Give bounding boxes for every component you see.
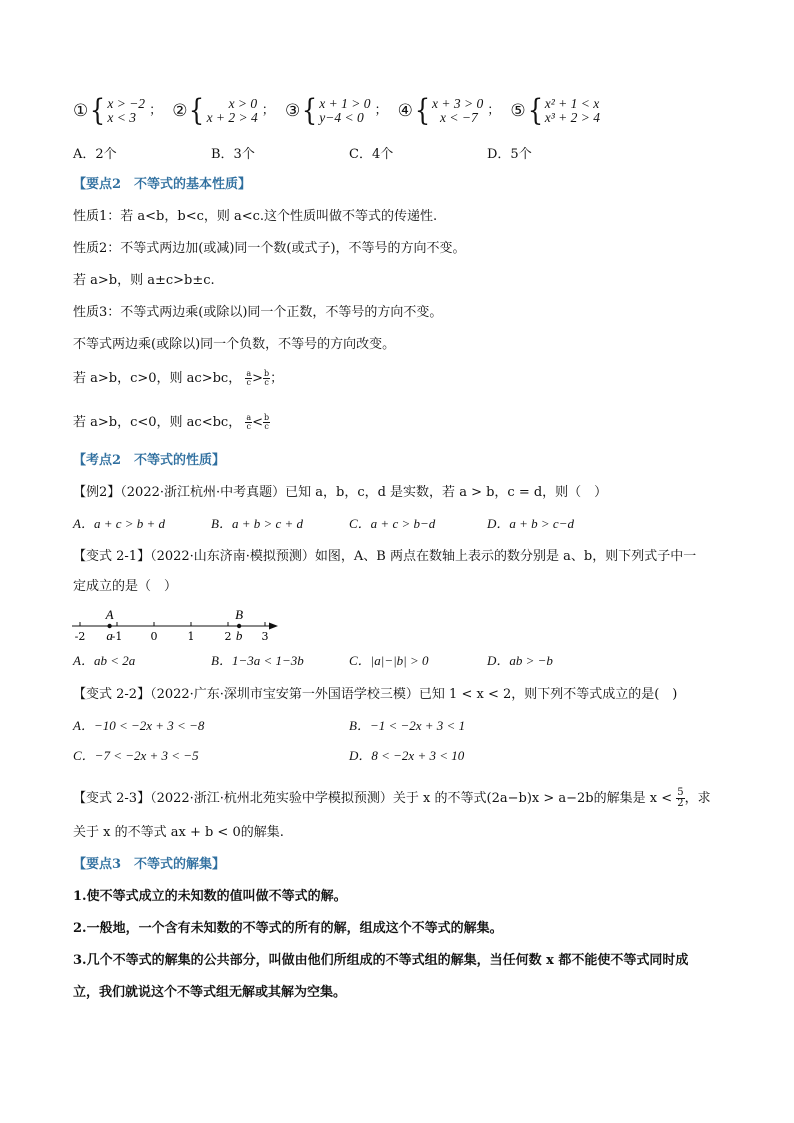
q1-option-c: C．4个	[349, 147, 394, 162]
system-row-1: x² + 1 < x	[544, 96, 600, 111]
variant21-option-c: C．|a|−|b| > 0	[349, 653, 429, 668]
system-row-2: x + 2 > 4	[206, 110, 258, 125]
example2-stem: 【例2】（2022·浙江杭州·中考真题）已知 a，b，c，d 是实数，若 a > b，c = d，则（ ）	[73, 485, 608, 500]
system-row-2: x³ + 2 > 4	[544, 110, 600, 125]
variant22-stem: 【变式 2-2】（2022·广东·深圳市宝安第一外国语学校三模）已知 1 < x < 2，则下列不等式成立的是( )	[73, 687, 678, 702]
system-row-2: x < −7	[440, 110, 478, 125]
system-5	[510, 93, 600, 128]
variant23-stem-line1	[73, 788, 711, 809]
variant22-option-c: C．−7 < −2x + 3 < −5	[73, 748, 199, 763]
negative-rule-text: 若 a>b，c<0，则 ac<bc，	[73, 415, 242, 430]
tick-label: -2	[74, 630, 86, 643]
system-row-1: x > −2	[107, 96, 146, 111]
key2-positive-rule	[73, 370, 283, 388]
fraction-denominator: c	[246, 422, 251, 431]
separator: ；	[374, 103, 388, 118]
example2-option-a: A．a + c > b + d	[73, 516, 166, 531]
axis-arrow-icon	[269, 623, 278, 630]
variant21-stem-line1: 【变式 2-1】（2022·山东济南·模拟预测）如图，A、B 两点在数轴上表示的数分别是 a、b，则下列式子中一	[73, 549, 697, 564]
fraction-numerator: b	[264, 413, 270, 422]
tick-label: -1	[111, 630, 123, 643]
fraction-denominator: 2	[677, 798, 684, 809]
brace-glyph: {	[90, 93, 106, 128]
example2-option-d: D．a + b > c−d	[487, 516, 574, 531]
tick-label: 0	[150, 630, 158, 643]
q1-option-a: A．2个	[73, 147, 117, 162]
tick-label: 2	[224, 630, 232, 643]
key3-point-3-line1: 3.几个不等式的解集的公共部分，叫做由他们所组成的不等式组的解集，当任何数 x 都不能使不等式同时成	[73, 953, 689, 968]
example2-option-c: C．a + c > b−d	[349, 516, 436, 531]
system-row-1: x > 0	[228, 96, 258, 111]
system-2	[172, 93, 281, 128]
brace-glyph: {	[302, 93, 318, 128]
fraction-denominator: c	[246, 378, 251, 387]
key2-heading: 【要点2 不等式的基本性质】	[73, 177, 252, 192]
separator: ；	[149, 103, 163, 118]
variant23-text: 【变式 2-3】（2022·浙江·杭州北苑实验中学模拟预测）关于 x 的不等式(2a−b)x > a−2b的解集是 x <	[73, 791, 673, 806]
variant22-option-d: D．8 < −2x + 3 < 10	[349, 748, 465, 763]
tick-label: 3	[261, 630, 269, 643]
fraction-numerator: a	[246, 413, 252, 422]
circled-number: ①	[73, 101, 89, 121]
variant21-option-b: B．1−3a < 1−3b	[211, 653, 304, 668]
key2-negative-rule	[73, 414, 270, 432]
variant23-stem-line2: 关于 x 的不等式 ax + b < 0的解集.	[73, 825, 284, 840]
separator: ；	[261, 103, 275, 118]
variant21-option-a: A．ab < 2a	[73, 653, 136, 668]
key2-property-1: 性质1：若 a<b，b<c，则 a<c.这个性质叫做不等式的传递性.	[73, 209, 438, 224]
brace-glyph: {	[189, 93, 205, 128]
point-b-name: B	[235, 607, 244, 622]
fraction-five-halves	[676, 788, 684, 809]
key2-property-3-negative: 不等式两边乘(或除以)同一个负数，不等号的方向改变。	[73, 337, 396, 352]
key3-point-3-line2: 立，我们就说这个不等式组无解或其解为空集。	[73, 985, 347, 1000]
system-1	[73, 93, 168, 128]
fraction-numerator: b	[264, 369, 270, 378]
tick-label: 1	[187, 630, 195, 643]
separator: ；	[487, 103, 501, 118]
variant22-option-a: A．−10 < −2x + 3 < −8	[73, 718, 205, 733]
point-a-label: a	[106, 628, 113, 643]
greater-sign: >	[252, 371, 264, 386]
system-4	[397, 93, 507, 128]
key2-property-2: 性质2：不等式两边加(或减)同一个数(或式子)，不等号的方向不变。	[73, 241, 466, 256]
systems-row	[73, 93, 600, 128]
system-row-1: x + 1 > 0	[319, 96, 371, 111]
less-sign: <	[252, 415, 264, 430]
brace-glyph: {	[527, 93, 543, 128]
q1-option-b: B．3个	[211, 147, 255, 162]
number-line-points	[105, 607, 244, 643]
number-line-figure	[66, 602, 286, 646]
point-a-name: A	[105, 607, 114, 622]
exam2-heading: 【考点2 不等式的性质】	[73, 453, 226, 468]
variant23-text-tail: ，求	[684, 791, 711, 806]
circled-number: ②	[172, 101, 188, 121]
fraction-denominator: c	[264, 378, 269, 387]
variant21-option-d: D．ab > −b	[487, 653, 553, 668]
point-b-label: b	[235, 628, 243, 643]
brace-glyph: {	[414, 93, 431, 128]
key2-property-3: 性质3：不等式两边乘(或除以)同一个正数，不等号的方向不变。	[73, 305, 443, 320]
circled-number: ④	[397, 101, 413, 121]
fraction-numerator: 5	[677, 787, 684, 798]
q1-option-d: D．5个	[487, 147, 532, 162]
key3-point-2: 2.一般地，一个含有未知数的不等式的所有的解，组成这个不等式的解集。	[73, 921, 503, 936]
circled-number: ③	[284, 101, 301, 121]
fraction-denominator: c	[264, 422, 269, 431]
positive-rule-text: 若 a>b，c>0，则 ac>bc，	[73, 371, 242, 386]
fraction-numerator: a	[246, 369, 252, 378]
semicolon: ；	[270, 371, 284, 386]
system-row-2: x < 3	[107, 110, 136, 125]
variant22-option-b: B．−1 < −2x + 3 < 1	[349, 718, 466, 733]
fraction-b-over-c	[263, 414, 270, 431]
key3-point-1: 1.使不等式成立的未知数的值叫做不等式的解。	[73, 889, 347, 904]
key2-property-2-formula: 若 a>b，则 a±c>b±c.	[73, 273, 215, 288]
system-3	[284, 93, 394, 128]
variant21-stem-line2: 定成立的是（ ）	[73, 579, 178, 594]
example2-option-b: B．a + b > c + d	[211, 516, 304, 531]
circled-number: ⑤	[510, 101, 526, 121]
key3-heading: 【要点3 不等式的解集】	[73, 857, 226, 872]
system-row-1: x + 3 > 0	[432, 96, 484, 111]
system-row-2: y−4 < 0	[319, 110, 364, 125]
